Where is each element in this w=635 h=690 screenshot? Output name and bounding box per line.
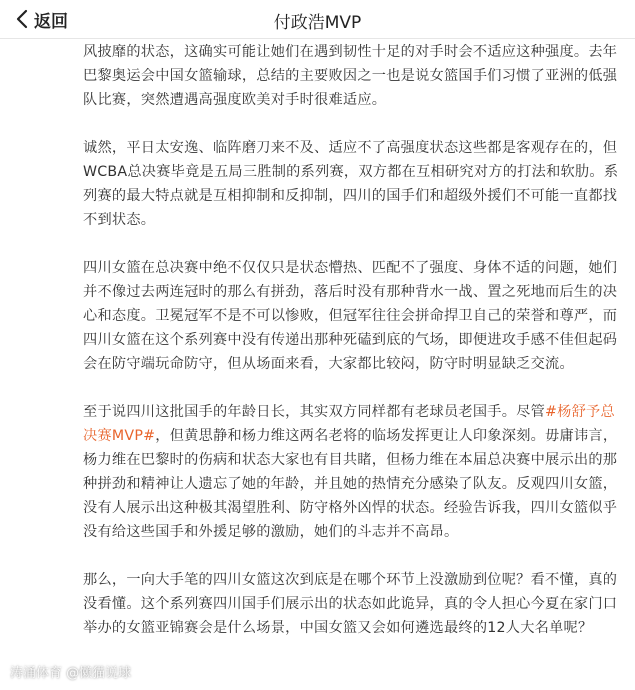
back-label: 返回	[34, 11, 68, 32]
watermark: 涛涌体育 @懒猫说球	[10, 666, 132, 681]
article-body	[83, 40, 623, 664]
article-paragraph-4	[83, 400, 623, 544]
top-bar	[0, 0, 635, 39]
article-paragraph-2: 诚然，平日太安逸、临阵磨刀来不及、适应不了高强度状态这些都是客观存在的，但WCBA总决赛毕竟是五局三胜制的系列赛，双方都在互相研究对方的打法和软肋。系列赛的最大特点就是互相抑制和反抑制，四川的国手们和超级外援们不可能一直都找不到状态。	[83, 140, 619, 228]
hashtag-link[interactable]: #杨舒予总决赛MVP#	[83, 404, 615, 444]
article-paragraph-3: 四川女篮在总决赛中绝不仅仅只是状态懵热、匹配不了强度、身体不适的问题，她们并不像过去两连冠时的那么有拼劲，落后时没有那种背水一战、置之死地而后生的决心和态度。卫冕冠军不是不可以惨败，但冠军往往会拼命捍卫自己的荣誉和尊严，而四川女篮在这个系列赛中没有传递出那种死磕到底的气场，即便进攻手感不佳但起码会在防守端玩命防守，但从场面来看，大家都比较闷，防守时明显缺乏交流。	[83, 260, 618, 372]
paragraph-4-text-after: ，但黄思静和杨力维这两名老将的临场发挥更让人印象深刻。毋庸讳言，杨力维在巴黎时的伤病和状态大家也有目共睹，但杨力维在本届总决赛中展示出的那种拼劲和精神让人遗忘了她的年龄，并且她的热情充分感染了队友。反观四川女篮，没有人展示出这种极其渴望胜利、防守格外凶悍的状态。经验告诉我，四川女篮似乎没有给这些国手和外援足够的激励，她们的斗志并不高昂。	[83, 428, 618, 540]
paragraph-4-text-before: 至于说四川这批国手的年龄日长，其实双方同样都有老球员老国手。尽管	[83, 404, 546, 420]
article-paragraph-1: 风披靡的状态，这确实可能让她们在遇到韧性十足的对手时会不适应这种强度。去年巴黎奥运会中国女篮输球，总结的主要败因之一也是说女篮国手们习惯了亚洲的低强队比赛，突然遭遇高强度欧美对手时很难适应。	[83, 44, 618, 108]
article-paragraph-5: 那么，一向大手笔的四川女篮这次到底是在哪个环节上没激励到位呢？看不懂，真的没看懂。这个系列赛四川国手们展示出的状态如此诡异，真的令人担心今夏在家门口举办的女篮亚锦赛会是什么场景，中国女篮又会如何遴选最终的12人大名单呢？	[83, 572, 618, 636]
page-title: 付政浩MVP	[273, 13, 362, 33]
